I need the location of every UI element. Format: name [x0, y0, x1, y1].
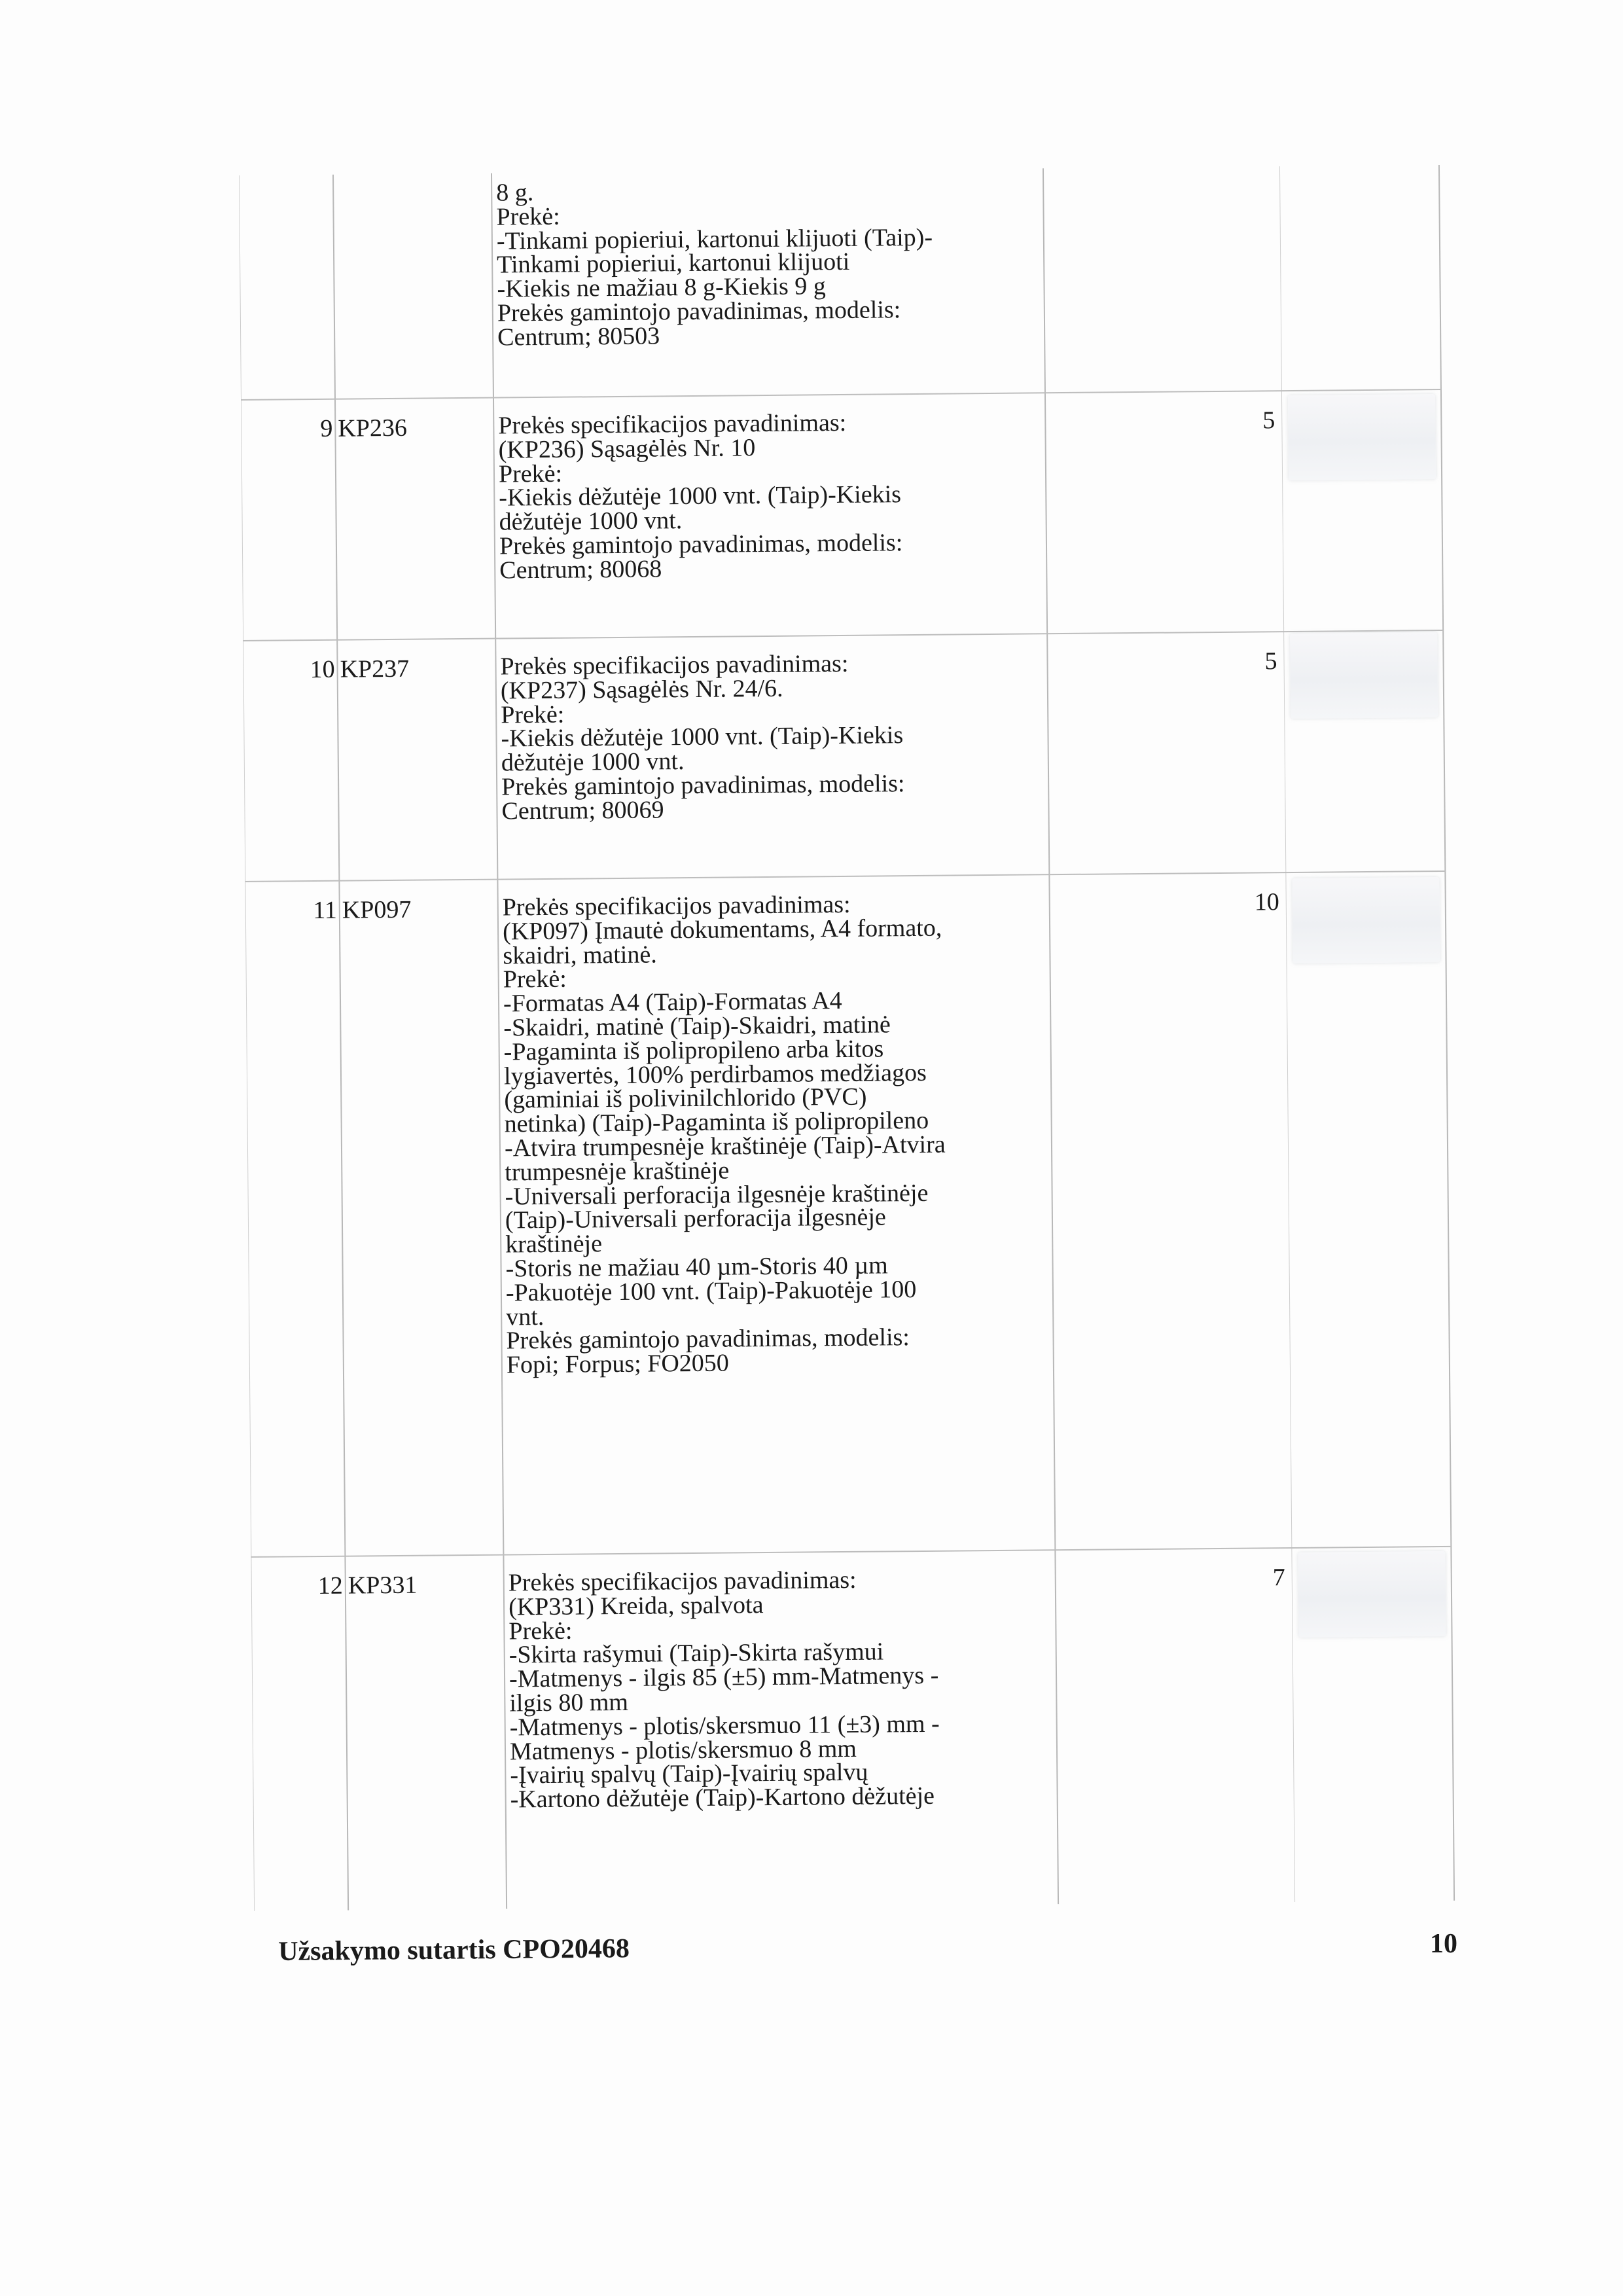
description-line: Centrum; 80068 — [499, 555, 662, 584]
table-row — [245, 888, 1446, 1379]
table-row — [243, 647, 1444, 825]
description-line: dėžutėje 1000 vnt. — [501, 747, 685, 777]
description-line: Prekės gamintojo pavadinimas, modelis: — [499, 529, 903, 560]
quantity: 7 — [1272, 1564, 1285, 1592]
description-line: Fopi; Forpus; FO2050 — [506, 1349, 730, 1379]
description-line: dėžutėje 1000 vnt. — [499, 507, 683, 536]
description-line: Prekės specifikacijos pavadinimas: — [508, 1566, 857, 1597]
table-row — [241, 406, 1442, 584]
description-line: Prekė: — [508, 1617, 573, 1645]
description-line: Prekės specifikacijos pavadinimas: — [500, 649, 849, 681]
description-line: -Universali perforacija ilgesnėje kraštinėje — [505, 1179, 929, 1211]
description-line: -Kartono dėžutėje (Taip)-Kartono dėžutėje — [510, 1782, 935, 1814]
description-line: Prekės gamintojo pavadinimas, modelis: — [506, 1323, 910, 1355]
description-line: (KP236) Sąsagėlės Nr. 10 — [498, 433, 756, 464]
description-line: (KP331) Kreida, spalvota — [508, 1590, 764, 1621]
row-divider — [241, 389, 1442, 401]
product-code: KP236 — [338, 414, 408, 442]
description-line: Prekė: — [501, 700, 565, 729]
product-description — [500, 651, 1025, 824]
description-line: -Atvira trumpesnėje kraštinėje (Taip)-Atvira — [504, 1130, 946, 1162]
row-divider — [243, 630, 1444, 641]
description-line: lygiavertės, 100% perdirbamos medžiagos — [503, 1058, 927, 1090]
row-number: 9 — [320, 414, 333, 442]
description-line: -Formatas A4 (Taip)-Formatas A4 — [503, 987, 842, 1018]
row-number: 11 — [313, 896, 337, 925]
description-line: -Pagaminta iš polipropileno arba kitos — [503, 1035, 884, 1066]
description-line: Prekė: — [496, 202, 560, 231]
row-divider — [251, 1546, 1452, 1558]
product-code: KP331 — [348, 1571, 418, 1600]
description-line: -Skirta rašymui (Taip)-Skirta rašymui — [508, 1638, 884, 1669]
description-line: trumpesnėje kraštinėje — [505, 1157, 730, 1187]
quantity: 5 — [1264, 647, 1277, 675]
description-line: Centrum; 80503 — [497, 322, 660, 351]
description-line: Tinkami popieriui, kartonui klijuoti — [497, 248, 850, 279]
row-number: 12 — [317, 1571, 343, 1600]
table-row — [239, 173, 1440, 351]
description-line: Prekės specifikacijos pavadinimas: — [498, 408, 847, 440]
page-number: 10 — [1430, 1929, 1457, 1959]
row-divider — [245, 870, 1446, 882]
description-line: (KP237) Sąsagėlės Nr. 24/6. — [500, 674, 783, 705]
product-description — [503, 891, 1030, 1378]
description-line: kraštinėje — [505, 1230, 603, 1259]
product-description — [496, 177, 1021, 350]
product-code — [336, 181, 480, 183]
product-code: KP097 — [342, 895, 412, 924]
quantity: 5 — [1262, 406, 1275, 435]
description-line: Prekės gamintojo pavadinimas, modelis: — [501, 770, 905, 801]
description-line: Prekės specifikacijos pavadinimas: — [502, 890, 851, 922]
product-description — [508, 1567, 1034, 1812]
redacted-price-area — [1292, 877, 1440, 963]
product-description — [498, 410, 1023, 583]
description-line: -Kiekis dėžutėje 1000 vnt. (Taip)-Kiekis — [499, 480, 902, 512]
redacted-price-area — [1290, 632, 1438, 719]
description-line: vnt. — [506, 1302, 544, 1331]
description-line: ilgis 80 mm — [509, 1688, 629, 1717]
description-line: -Kiekis ne mažiau 8 g-Kiekis 9 g — [497, 272, 827, 303]
description-line: Prekė: — [503, 965, 567, 994]
description-line: Centrum; 80069 — [501, 796, 664, 825]
quantity: 10 — [1254, 888, 1279, 916]
description-line: -Tinkami popieriui, kartonui klijuoti (Taip)- — [496, 223, 933, 255]
description-line: -Storis ne mažiau 40 µm-Storis 40 µm — [505, 1251, 888, 1283]
description-line: Matmenys - plotis/skersmuo 8 mm — [509, 1734, 857, 1766]
table-row — [251, 1563, 1452, 1814]
description-line: (Taip)-Universali perforacija ilgesnėje — [505, 1203, 886, 1234]
row-number: 10 — [310, 655, 335, 684]
description-line: netinka) (Taip)-Pagaminta iš polipropileno — [504, 1107, 929, 1138]
description-line: (gaminiai iš polivinilchlorido (PVC) — [504, 1083, 867, 1114]
description-line: -Skaidri, matinė (Taip)-Skaidri, matinė — [503, 1011, 891, 1042]
description-line: skaidri, matinė. — [503, 941, 657, 970]
product-code: KP237 — [340, 655, 410, 683]
quantity — [1207, 174, 1273, 175]
redacted-price-area — [1298, 1551, 1446, 1638]
description-line: -Kiekis dėžutėje 1000 vnt. (Taip)-Kiekis — [501, 721, 904, 753]
description-line: (KP097) Įmautė dokumentams, A4 formato, — [502, 914, 942, 946]
items-table — [239, 165, 1455, 1911]
description-line: -Pakuotėje 100 vnt. (Taip)-Pakuotėje 100 — [505, 1275, 917, 1307]
column-divider-price — [1043, 168, 1059, 1904]
description-line: Prekė: — [498, 459, 563, 488]
contract-title: Užsakymo sutartis CPO20468 — [278, 1933, 630, 1967]
description-line: -Įvairių spalvų (Taip)-Įvairių spalvų — [510, 1759, 868, 1789]
description-line: 8 g. — [496, 179, 534, 207]
description-line: Prekės gamintojo pavadinimas, modelis: — [497, 296, 901, 327]
redacted-price-area — [1288, 394, 1436, 480]
description-line: -Matmenys - ilgis 85 (±5) mm-Matmenys - — [508, 1661, 939, 1693]
description-line: -Matmenys - plotis/skersmuo 11 (±3) mm - — [509, 1710, 940, 1742]
